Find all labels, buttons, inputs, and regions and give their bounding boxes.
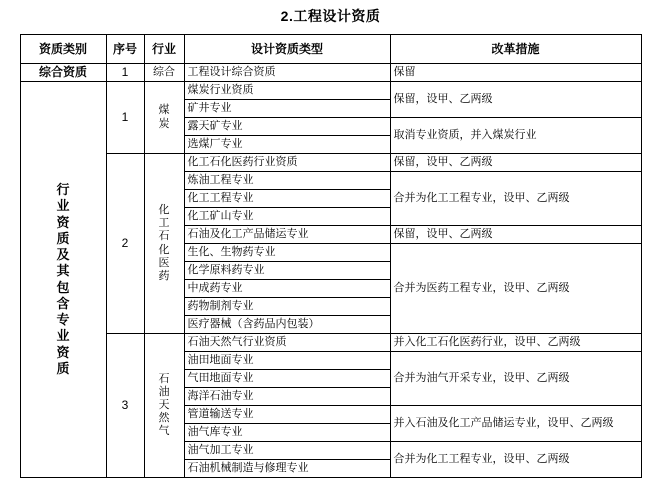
industry-cell-1-2 <box>144 334 184 478</box>
design-type-cell: 管道输送专业 <box>184 406 390 424</box>
industry-cell-0-0: 综合 <box>144 64 184 82</box>
design-type-cell: 化工石化医药行业资质 <box>184 154 390 172</box>
design-type-cell: 化学原料药专业 <box>184 262 390 280</box>
reform-cell: 取消专业资质，并入煤炭行业 <box>390 118 641 154</box>
header-category: 资质类别 <box>20 35 106 64</box>
reform-cell: 保留，设甲、乙两级 <box>390 82 641 118</box>
table-row <box>20 82 641 100</box>
reform-cell: 合并为医药工程专业，设甲、乙两级 <box>390 244 641 334</box>
number-cell-1-0: 1 <box>106 82 144 154</box>
reform-cell: 合并为化工工程专业，设甲、乙两级 <box>390 442 641 478</box>
design-type-cell: 化工工程专业 <box>184 190 390 208</box>
table-row <box>20 64 641 82</box>
qualification-table <box>20 34 642 478</box>
header-reform: 改革措施 <box>390 35 641 64</box>
industry-label-vertical: 煤炭 <box>158 104 170 130</box>
design-type-cell: 药物制剂专业 <box>184 298 390 316</box>
design-type-cell: 石油天然气行业资质 <box>184 334 390 352</box>
industry-cell-1-1 <box>144 154 184 334</box>
header-industry: 行业 <box>144 35 184 64</box>
number-cell-0-0: 1 <box>106 64 144 82</box>
table-header-row <box>20 35 641 64</box>
design-type-cell: 工程设计综合资质 <box>184 64 390 82</box>
design-type-cell: 油气库专业 <box>184 424 390 442</box>
design-type-cell: 炼油工程专业 <box>184 172 390 190</box>
design-type-cell: 医疗器械（含药品内包装） <box>184 316 390 334</box>
number-cell-1-2: 3 <box>106 334 144 478</box>
reform-cell: 保留，设甲、乙两级 <box>390 154 641 172</box>
reform-cell: 保留，设甲、乙两级 <box>390 226 641 244</box>
reform-cell: 并入化工石化医药行业，设甲、乙两级 <box>390 334 641 352</box>
industry-label-vertical: 石油天然气 <box>158 372 170 438</box>
reform-cell: 合并为油气开采专业，设甲、乙两级 <box>390 352 641 406</box>
design-type-cell: 选煤厂专业 <box>184 136 390 154</box>
industry-cell-1-0 <box>144 82 184 154</box>
design-type-cell: 气田地面专业 <box>184 370 390 388</box>
design-type-cell: 石油机械制造与修理专业 <box>184 460 390 478</box>
design-type-cell: 生化、生物药专业 <box>184 244 390 262</box>
page-title: 2.工程设计资质 <box>280 8 381 24</box>
design-type-cell: 油气加工专业 <box>184 442 390 460</box>
category-label-vertical: 行业资质及其包含专业资质 <box>56 182 71 376</box>
header-design-type: 设计资质类型 <box>184 35 390 64</box>
design-type-cell: 煤炭行业资质 <box>184 82 390 100</box>
reform-cell: 保留 <box>390 64 641 82</box>
design-type-cell: 露天矿专业 <box>184 118 390 136</box>
design-type-cell: 化工矿山专业 <box>184 208 390 226</box>
design-type-cell: 海洋石油专业 <box>184 388 390 406</box>
industry-label-vertical: 化工石化医药 <box>158 203 170 282</box>
design-type-cell: 中成药专业 <box>184 280 390 298</box>
header-number: 序号 <box>106 35 144 64</box>
design-type-cell: 石油及化工产品储运专业 <box>184 226 390 244</box>
design-type-cell: 油田地面专业 <box>184 352 390 370</box>
reform-cell: 合并为化工工程专业，设甲、乙两级 <box>390 172 641 226</box>
table-row <box>20 154 641 172</box>
category-cell-1 <box>20 82 106 478</box>
category-cell-0: 综合资质 <box>20 64 106 82</box>
table-row <box>20 334 641 352</box>
number-cell-1-1: 2 <box>106 154 144 334</box>
design-type-cell: 矿井专业 <box>184 100 390 118</box>
reform-cell: 并入石油及化工产品储运专业，设甲、乙两级 <box>390 406 641 442</box>
